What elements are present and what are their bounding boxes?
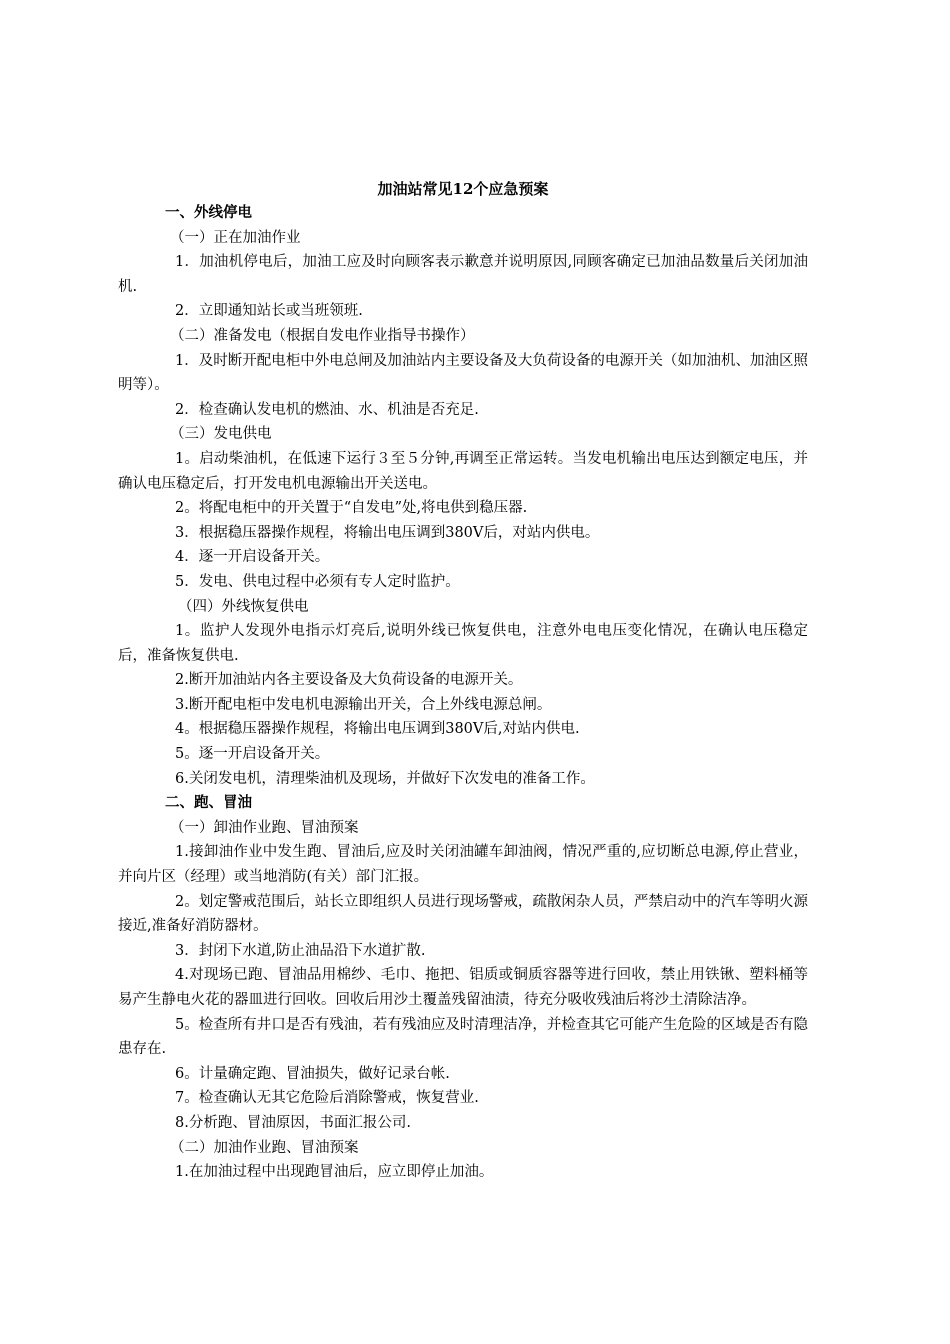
paragraph: 2.断开加油站内各主要设备及大负荷设备的电源开关。	[175, 672, 523, 689]
subsection-heading: （二）准备发电（根据自发电作业指导书操作）	[170, 327, 475, 344]
paragraph: 5。检查所有井口是否有残油，若有残油应及时清理洁净，并检查其它可能产生危险的区域是否有隐患存在.	[118, 1016, 808, 1058]
paragraph: 2．立即通知站长或当班领班.	[175, 303, 363, 320]
subsection-heading: （一）卸油作业跑、冒油预案	[170, 819, 359, 836]
paragraph: 1。启动柴油机，在低速下运行３至５分钟,再调至正常运转。当发电机输出电压达到额定电压，并确认电压稳定后，打开发电机电源输出开关送电。	[118, 450, 808, 492]
section-heading: 一、外线停电	[165, 204, 252, 221]
paragraph: 6。计量确定跑、冒油损失，做好记录台帐.	[175, 1065, 450, 1082]
paragraph: 1．及时断开配电柜中外电总闸及加油站内主要设备及大负荷设备的电源开关（如加油机、加油区照明等）。	[118, 352, 808, 394]
paragraph: 4．逐一开启设备开关。	[175, 549, 330, 566]
paragraph: 1．加油机停电后，加油工应及时向顾客表示歉意并说明原因,同顾客确定已加油品数量后关闭加油机.	[118, 254, 808, 295]
paragraph: 5。逐一开启设备开关。	[175, 746, 330, 763]
paragraph: 2。将配电柜中的开关置于“自发电”处,将电供到稳压器.	[175, 500, 528, 517]
paragraph: 8.分析跑、冒油原因，书面汇报公司.	[175, 1114, 411, 1131]
paragraph: 1.接卸油作业中发生跑、冒油后,应及时关闭油罐车卸油阀，情况严重的,应切断总电源,停止营业，并向片区（经理）或当地消防(有关）部门汇报。	[118, 844, 808, 886]
paragraph: 4。根据稳压器操作规程，将输出电压调到380V后,对站内供电.	[175, 721, 580, 738]
paragraph: 4.对现场已跑、冒油品用棉纱、毛巾、拖把、铝质或铜质容器等进行回收，禁止用铁锹、塑料桶等易产生静电火花的器皿进行回收。回收后用沙土覆盖残留油渍，待充分吸收残油后将沙土清除洁净。	[118, 967, 808, 1008]
subsection-heading: （三）发电供电	[170, 426, 272, 443]
section-heading: 二、跑、冒油	[165, 794, 252, 812]
paragraph: 1。监护人发现外电指示灯亮后,说明外线已恢复供电，注意外电电压变化情况，在确认电压稳定后，准备恢复供电.	[118, 623, 808, 664]
paragraph: 2。划定警戒范围后，站长立即组织人员进行现场警戒，疏散闲杂人员，严禁启动中的汽车等明火源接近,准备好消防器材。	[118, 893, 808, 935]
document-body	[118, 177, 808, 1185]
paragraph: 3．封闭下水道,防止油品沿下水道扩散.	[175, 942, 426, 959]
paragraph: 3．根据稳压器操作规程，将输出电压调到380V后，对站内供电。	[175, 524, 600, 541]
paragraph: 3.断开配电柜中发电机电源输出开关，合上外线电源总闸。	[175, 696, 552, 713]
paragraph: 6.关闭发电机，清理柴油机及现场，并做好下次发电的准备工作。	[175, 770, 595, 787]
paragraph: 5．发电、供电过程中必须有专人定时监护。	[175, 573, 460, 590]
paragraph: 1.在加油过程中出现跑冒油后，应立即停止加油。	[175, 1164, 494, 1181]
paragraph: 2．检查确认发电机的燃油、水、机油是否充足.	[175, 401, 479, 418]
subsection-heading: （二）加油作业跑、冒油预案	[170, 1139, 359, 1156]
subsection-heading: （一）正在加油作业	[170, 229, 301, 246]
subsection-heading: （四）外线恢复供电	[178, 598, 309, 615]
paragraph: 7。检查确认无其它危险后消除警戒，恢复营业.	[175, 1090, 479, 1107]
document-title: 加油站常见12个应急预案	[377, 180, 549, 198]
